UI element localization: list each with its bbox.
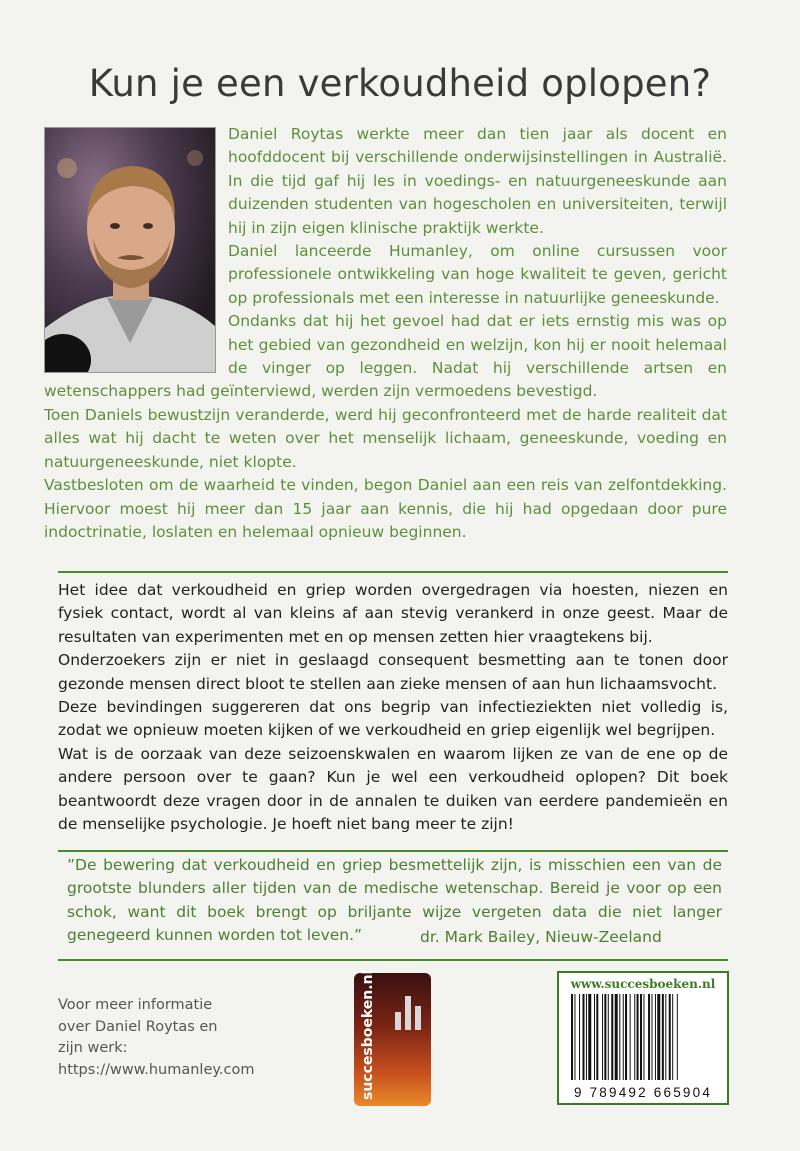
barcode-bar [623, 994, 624, 1080]
more-info [58, 995, 288, 1081]
barcode-bar [583, 994, 585, 1080]
info-line: over Daniel Roytas en [58, 1018, 218, 1035]
barcode-bar [662, 994, 664, 1080]
bio-paragraph: Toen Daniels bewustzijn veranderde, werd hij geconfronteerd met de harde realiteit dat alles wat hij dacht te weten over het menselijk lichaam, geneeskunde, voeding en natuurgeneeskunde, niet klopte. [44, 405, 727, 471]
bio-paragraph: Daniel lanceerde Humanley, om online cursussen voor professionele ontwikkeling van hoge kwaliteit te geven, gericht op professionals met een interesse in natuurlijke geneeskunde. [228, 242, 727, 307]
barcode-bar [652, 994, 653, 1080]
logo-bars-icon [395, 996, 421, 1030]
barcode-bar [579, 994, 580, 1080]
barcode-bar [634, 994, 635, 1080]
barcode-bar [625, 994, 627, 1080]
section-divider [58, 571, 728, 573]
info-link[interactable]: https://www.humanley.com [58, 1061, 255, 1078]
isbn-number: 9 789492 665904 [573, 1085, 713, 1100]
barcode-bar [643, 994, 644, 1080]
barcode-bar [630, 994, 631, 1080]
barcode-bar [574, 994, 575, 1080]
barcode-bar [596, 994, 598, 1080]
barcode-bar [640, 994, 642, 1080]
blurb-paragraph: Deze bevindingen suggereren dat ons begrip van infectieziekten niet volledig is, zodat we opnieuw moeten kijken of we verkoudheid en griep eigenlijk wel begrijpen. [58, 698, 728, 740]
testimonial-attribution: dr. Mark Bailey, Nieuw-Zeeland [420, 928, 662, 946]
barcode-bar [588, 994, 591, 1080]
barcode-bar [615, 994, 618, 1080]
info-line: Voor meer informatie [58, 997, 213, 1013]
blurb-paragraph: Onderzoekers zijn er niet in geslaagd consequent besmetting aan te tonen door gezonde mensen direct bloot te stellen aan zieke mensen of aan hun lichaamsvocht. [58, 651, 728, 693]
barcode-bar [604, 994, 606, 1080]
bio-paragraph: Ondanks dat hij het gevoel had dat er iets ernstig mis was op het gebied van gezondheid en welzijn, kon hij er nooit helemaal de vinger op leggen. Nadat hij verschillende artsen en wetenschappers had geïnterviewd, werden zijn vermoedens bevestigd. [44, 312, 727, 401]
blurb-paragraph: Wat is de oorzaak van deze seizoenskwalen en waarom lijken ze van de ene op de andere persoon over te gaan? Kun je wel een verkoudheid oplopen? Dit boek beantwoordt deze vragen door in de annalen te duiken van eerdere pandemieën en de menselijke psychologie. Je hoeft niet bang meer te zijn! [58, 744, 728, 834]
info-line: zijn werk: [58, 1040, 128, 1056]
barcode-bar [594, 994, 595, 1080]
barcode-bar [648, 994, 650, 1080]
barcode-bar [602, 994, 603, 1080]
barcode-bar [677, 994, 678, 1080]
barcode-bar [672, 994, 673, 1080]
blurb-paragraph: Het idee dat verkoudheid en griep worden overgedragen via hoesten, niezen en fysiek contact, wordt al van kleins af aan stevig verankerd in onze geest. Maar de resultaten van experimenten met en op mensen zetten hier vraagtekens bij. [58, 581, 728, 646]
barcode-bar [608, 994, 609, 1080]
publisher-website: www.succesboeken.nl [570, 977, 716, 991]
book-title: Kun je een verkoudheid oplopen? [88, 62, 712, 105]
barcode-bar [571, 994, 573, 1080]
author-bio [44, 123, 727, 544]
barcode-bar [637, 994, 639, 1080]
barcode-bar [619, 994, 620, 1080]
bio-paragraph: Daniel Roytas werkte meer dan tien jaar als docent en hoofddocent bij verschillende onderwijsinstellingen in Australië. In die tijd gaf hij les in voedings- en natuurgeneeskunde aan duizenden studenten van hogescholen en universiteiten, terwijl hij in zijn eigen klinische praktijk werkte. [228, 125, 727, 237]
book-blurb [58, 579, 728, 836]
publisher-logo-text: succesboeken.nl [360, 969, 376, 1100]
isbn-barcode [567, 994, 719, 1088]
barcode-bar [669, 994, 671, 1080]
barcode-bar [655, 994, 656, 1080]
barcode-bar [586, 994, 587, 1080]
bio-paragraph: Vastbesloten om de waarheid te vinden, begon Daniel aan een reis van zelfontdekking. Hiervoor moest hij meer dan 15 jaar aan kennis, die hij had opgedaan door pure indoctrinatie, loslaten en helemaal opnieuw beginnen. [44, 476, 727, 541]
barcode-bar [657, 994, 660, 1080]
testimonial-quote: ”De bewering dat verkoudheid en griep besmettelijk zijn, is misschien een van de grootste blunders aller tijden van de medische wetenschap. Bereid je voor op een schok, want dit boek brengt op briljante wijze vergeten data die niet langer genegeerd kunnen worden tot leven.” [67, 856, 722, 945]
barcode-bar [665, 994, 666, 1080]
barcode-bar [611, 994, 613, 1080]
